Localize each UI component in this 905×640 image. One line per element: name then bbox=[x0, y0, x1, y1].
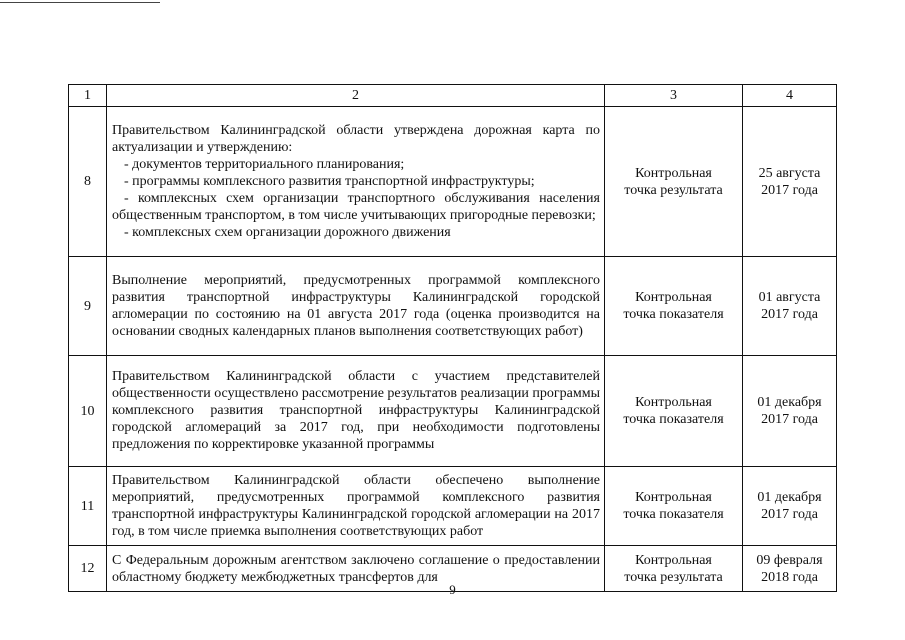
type-line: точка показателя bbox=[623, 307, 724, 322]
description-item: - комплексных схем организации дорожного движения bbox=[124, 224, 451, 240]
row-description: Выполнение мероприятий, предусмотренных программой комплексного развития транспортной инфраструктуры Калининградской городской агломерации по состоянию на 01 августа 2017 года (оценка производится на основании сводных календарных планов выполнения соответствующих работ) bbox=[107, 257, 605, 356]
header-cell: 1 bbox=[69, 85, 107, 107]
description-item: - комплексных схем организации транспортного обслуживания населения общественным транспортом, в том числе учитывающих пригородные перевозки; bbox=[112, 190, 600, 223]
type-line: Контрольная bbox=[635, 290, 712, 305]
type-line: Контрольная bbox=[635, 552, 712, 568]
row-description: С Федеральным дорожным агентством заключено соглашение о предоставлении областному бюджету межбюджетных трансфертов для bbox=[107, 546, 605, 592]
table-row bbox=[69, 467, 837, 546]
date-line: 2017 года bbox=[761, 307, 818, 322]
row-date bbox=[743, 467, 837, 546]
date-line: 25 августа bbox=[758, 165, 821, 181]
table-row bbox=[69, 356, 837, 467]
type-line: Контрольная bbox=[635, 395, 712, 410]
date-line: 2017 года bbox=[761, 182, 818, 198]
type-line: точка результата bbox=[624, 569, 723, 585]
row-number: 11 bbox=[69, 467, 107, 546]
row-type bbox=[605, 257, 743, 356]
row-description: Правительством Калининградской области с участием представителей общественности осуществлено рассмотрение результатов реализации программы комплексного развития транспортной инфраструктуры Калининградской городской агломераций за 2017 год, при необходимости подготовлены предложения по корректировке указанной программы bbox=[107, 356, 605, 467]
top-rule bbox=[0, 2, 160, 3]
description-item: - документов территориального планирования; bbox=[124, 156, 405, 172]
date-line: 09 февраля bbox=[756, 552, 823, 568]
row-date bbox=[743, 107, 837, 257]
description-intro: Правительством Калининградской области утверждена дорожная карта по актуализации и утверждению: bbox=[112, 122, 600, 155]
row-date bbox=[743, 257, 837, 356]
row-type bbox=[605, 467, 743, 546]
milestones-table bbox=[68, 84, 837, 592]
date-line: 2017 года bbox=[761, 412, 818, 427]
row-number: 8 bbox=[69, 107, 107, 257]
row-type bbox=[605, 107, 743, 257]
row-description bbox=[107, 107, 605, 257]
date-line: 2017 года bbox=[761, 507, 818, 522]
description-item: - программы комплексного развития транспортной инфраструктуры; bbox=[124, 173, 535, 189]
type-line: точка показателя bbox=[623, 412, 724, 427]
table-row bbox=[69, 257, 837, 356]
header-cell: 2 bbox=[107, 85, 605, 107]
row-number: 9 bbox=[69, 257, 107, 356]
type-line: точка показателя bbox=[623, 507, 724, 522]
page-number: 9 bbox=[449, 582, 456, 597]
type-line: Контрольная bbox=[635, 165, 712, 181]
date-line: 01 августа bbox=[758, 290, 821, 305]
row-number: 12 bbox=[69, 546, 107, 592]
row-date bbox=[743, 356, 837, 467]
row-number: 10 bbox=[69, 356, 107, 467]
type-line: точка результата bbox=[624, 182, 723, 198]
header-cell: 4 bbox=[743, 85, 837, 107]
date-line: 2018 года bbox=[761, 569, 818, 585]
date-line: 01 декабря bbox=[757, 395, 822, 410]
header-cell: 3 bbox=[605, 85, 743, 107]
table-row bbox=[69, 107, 837, 257]
row-type bbox=[605, 356, 743, 467]
row-description: Правительством Калининградской области обеспечено выполнение мероприятий, предусмотренных программой комплексного развития транспортной инфраструктуры Калининградской городской агломерации на 2017 год, в том числе приемка выполнения соответствующих работ bbox=[107, 467, 605, 546]
type-line: Контрольная bbox=[635, 490, 712, 505]
date-line: 01 декабря bbox=[757, 490, 822, 505]
header-row bbox=[69, 85, 837, 107]
